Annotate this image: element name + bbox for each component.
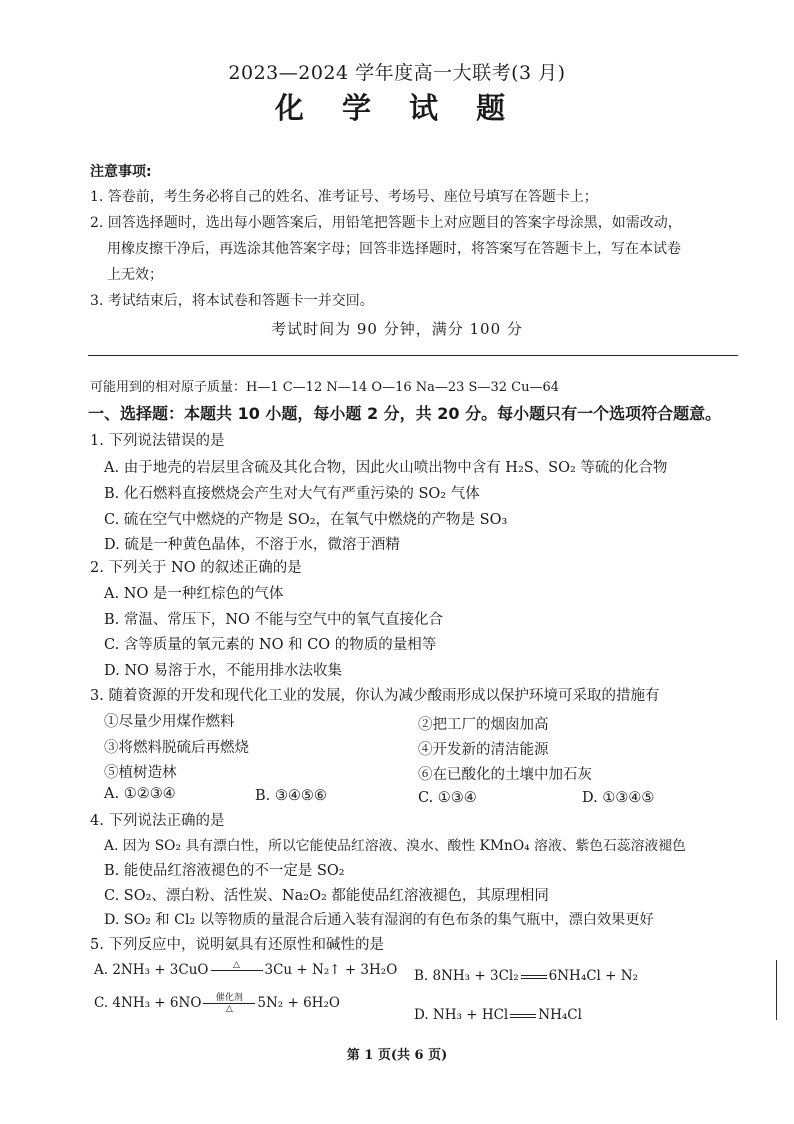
margin-mark <box>776 960 777 1020</box>
reactants: D. NH₃ + HCl <box>414 1007 509 1023</box>
option-b <box>414 968 638 984</box>
reactants: B. 8NH₃ + 3Cl₂ <box>414 968 519 984</box>
option-d: D. NO 易溶于水，不能用排水法收集 <box>104 663 343 679</box>
condition-heat: △ <box>233 960 240 970</box>
option-a: A. NO 是一种红棕色的气体 <box>104 586 284 602</box>
exam-time: 考试时间为 90 分钟，满分 100 分 <box>271 320 523 338</box>
atomic-mass: 可能用到的相对原子质量：H—1 C—12 N—14 O—16 Na—23 S—32 Cu—64 <box>90 380 559 395</box>
option-d: D. SO₂ 和 Cl₂ 以等物质的量混合后通入装有湿润的有色布条的集气瓶中，漂白效果更好 <box>104 912 654 928</box>
option-c <box>94 993 340 1014</box>
option-a: A. ①②③④ <box>104 786 176 802</box>
option-b: B. 能使品红溶液褪色的不一定是 SO₂ <box>104 863 345 879</box>
question-stem: 2. 下列关于 NO 的叙述正确的是 <box>90 560 302 576</box>
measure-6: ⑥在已酸化的土壤中加石灰 <box>418 767 592 783</box>
measure-1: ①尽量少用煤作燃料 <box>104 714 235 730</box>
products: NH₄Cl <box>538 1007 582 1023</box>
reaction-condition <box>211 960 263 981</box>
products: 5N₂ + 6H₂O <box>257 995 340 1011</box>
question-stem: 4. 下列说法正确的是 <box>90 813 225 829</box>
measure-2: ②把工厂的烟囱加高 <box>418 717 549 733</box>
notice-item: 3. 考试结束后，将本试卷和答题卡一并交回。 <box>90 293 374 309</box>
notice-item: 1. 答卷前，考生务必将自己的姓名、准考证号、考场号、座位号填写在答题卡上； <box>90 189 598 205</box>
reactants: A. 2NH₃ + 3CuO <box>94 962 209 978</box>
option-b: B. 化石燃料直接燃烧会产生对大气有严重污染的 SO₂ 气体 <box>104 486 480 502</box>
option-b: B. ③④⑤⑥ <box>255 788 327 804</box>
notice-item: 用橡皮擦干净后，再选涂其他答案字母；回答非选择题时，将答案写在答题卡上，写在本试卷 <box>107 241 681 257</box>
notice-item: 上无效； <box>107 267 163 283</box>
reaction-condition <box>203 993 255 1014</box>
option-c: C. 含等质量的氧元素的 NO 和 CO 的物质的量相等 <box>104 637 437 653</box>
option-d <box>414 1007 582 1023</box>
option-a <box>94 960 397 981</box>
subject-title: 化 学 试 题 <box>274 91 520 125</box>
page-footer: 第 1 页(共 6 页) <box>346 1048 448 1063</box>
option-c: C. ①③④ <box>418 790 477 806</box>
section-heading: 一、选择题：本题共 10 小题，每小题 2 分，共 20 分。每小题只有一个选项符合题意。 <box>88 404 722 423</box>
option-a: A. 由于地壳的岩层里含硫及其化合物，因此火山喷出物中含有 H₂S、SO₂ 等硫的化合物 <box>104 460 668 476</box>
option-a: A. 因为 SO₂ 具有漂白性，所以它能使品红溶液、溴水、酸性 KMnO₄ 溶液、紫色石蕊溶液褪色 <box>104 838 686 854</box>
measure-5: ⑤植树造林 <box>104 765 177 781</box>
measure-3: ③将燃料脱硫后再燃烧 <box>104 740 249 756</box>
question-stem: 5. 下列反应中，说明氨具有还原性和碱性的是 <box>90 937 384 953</box>
question-stem: 3. 随着资源的开发和现代化工业的发展，你认为减少酸雨形成以保护环境可采取的措施有 <box>90 688 660 704</box>
condition-heat: △ <box>225 1004 233 1014</box>
option-c: C. 硫在空气中燃烧的产物是 SO₂，在氧气中燃烧的产物是 SO₃ <box>104 512 508 528</box>
notice-heading: 注意事项: <box>90 164 152 180</box>
products: 3Cu + N₂↑ + 3H₂O <box>264 962 398 978</box>
option-d: D. ①③④⑤ <box>582 790 655 806</box>
option-d: D. 硫是一种黄色晶体，不溶于水，微溶于酒精 <box>104 537 400 553</box>
reactants: C. 4NH₃ + 6NO <box>94 995 202 1011</box>
products: 6NH₄Cl + N₂ <box>548 968 638 984</box>
divider <box>88 355 738 356</box>
measure-4: ④开发新的清洁能源 <box>418 742 549 758</box>
equals-sign <box>510 1014 536 1018</box>
condition-catalyst: 催化剂 <box>215 993 243 1003</box>
exam-title: 2023—2024 学年度高一大联考(3 月) <box>228 62 566 84</box>
equals-sign <box>521 975 547 979</box>
option-b: B. 常温、常压下，NO 不能与空气中的氧气直接化合 <box>104 612 444 628</box>
option-c: C. SO₂、漂白粉、活性炭、Na₂O₂ 都能使品红溶液褪色，其原理相同 <box>104 888 549 904</box>
notice-item: 2. 回答选择题时，选出每小题答案后，用铅笔把答题卡上对应题目的答案字母涂黑，如需改动， <box>90 215 682 231</box>
question-stem: 1. 下列说法错误的是 <box>90 433 225 449</box>
